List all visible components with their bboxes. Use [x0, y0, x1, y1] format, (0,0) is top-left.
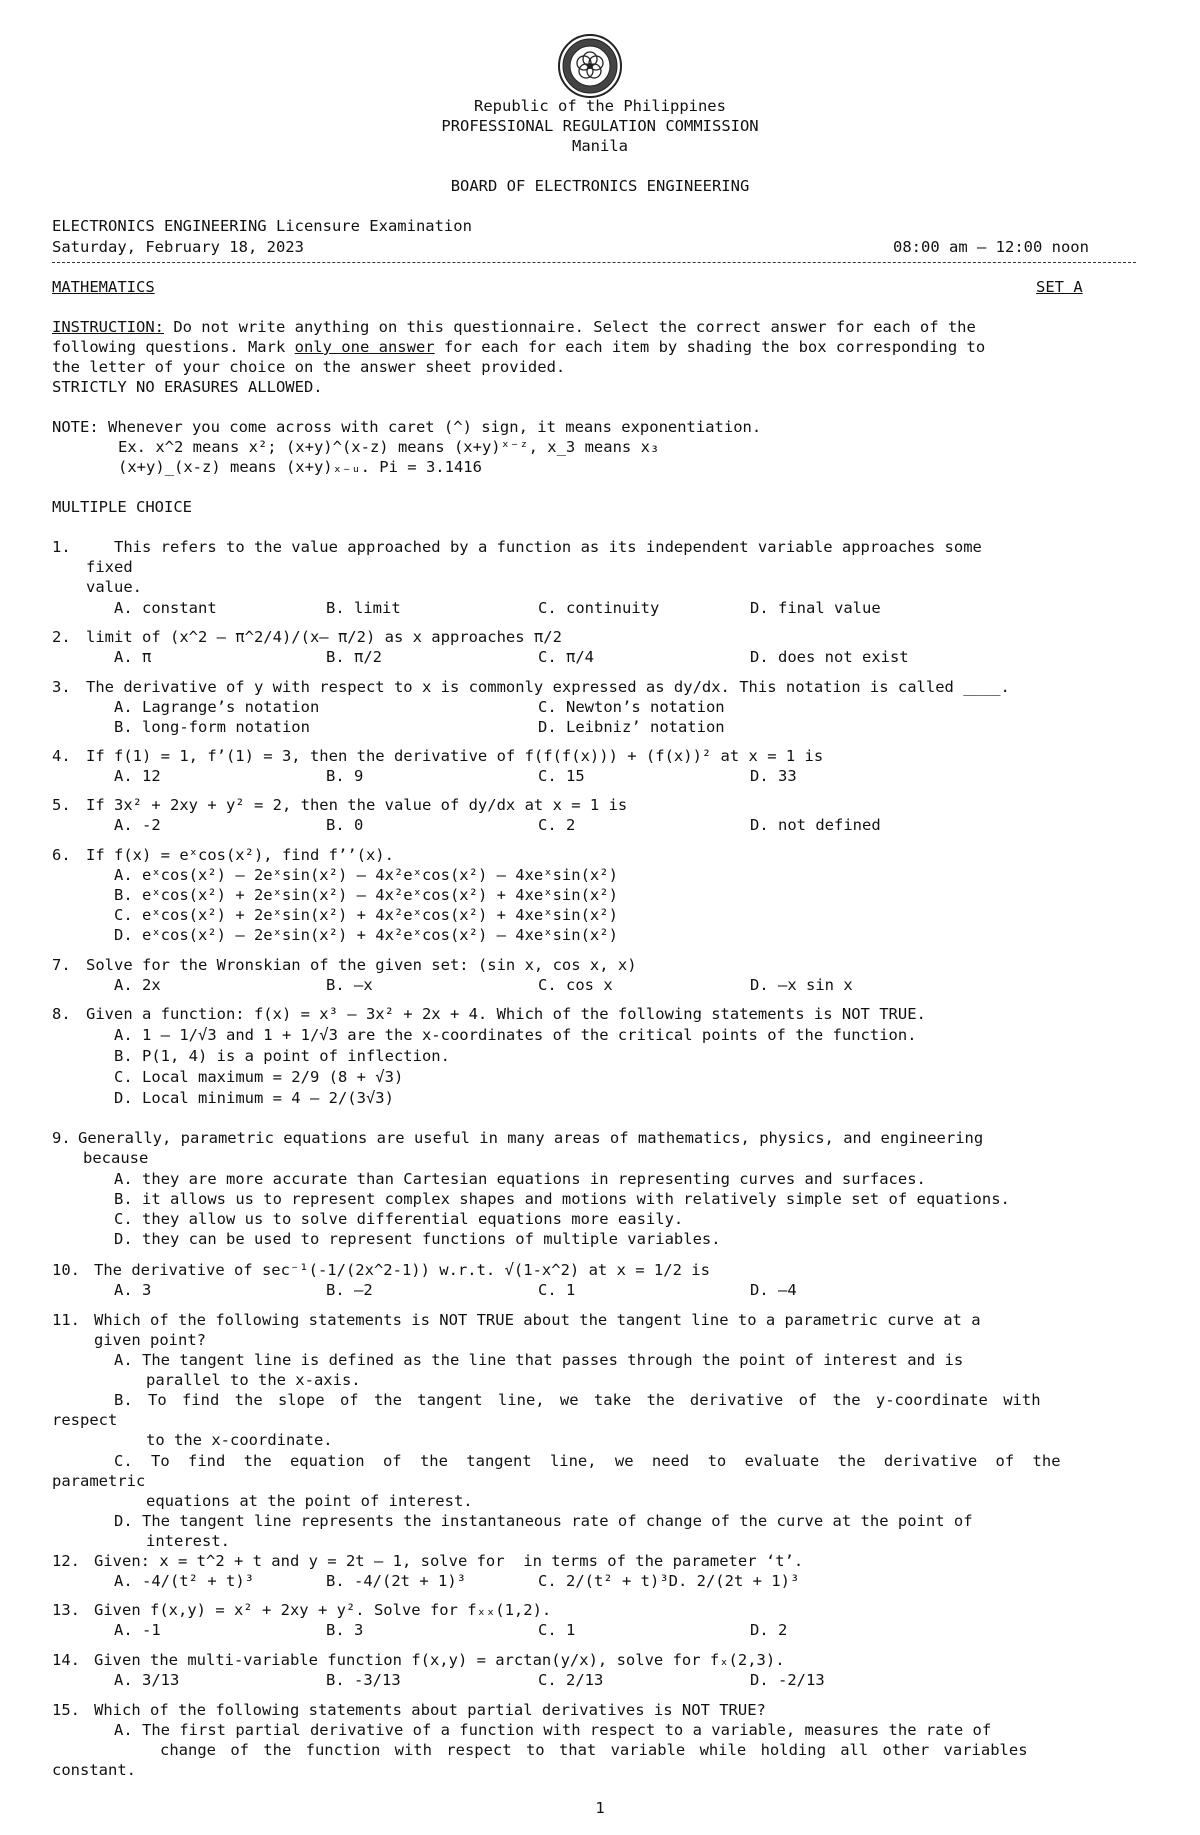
question-number: 10.	[52, 1261, 80, 1279]
q7-option-d: D. –x sin x	[750, 976, 853, 994]
question-7-text: Solve for the Wronskian of the given set: (sin x, cos x, x)	[86, 956, 637, 974]
q3-option-a: A. Lagrange’s notation	[114, 698, 320, 716]
section-title: MULTIPLE CHOICE	[52, 498, 192, 516]
q12-option-b: B. -4/(2t + 1)³	[326, 1572, 466, 1590]
question-10-text: The derivative of sec⁻¹(-1/(2x^2-1)) w.r.t. √(1-x^2) at x = 1/2 is	[94, 1261, 710, 1279]
q8-option-c: C. Local maximum = 2/9 (8 + √3)	[114, 1068, 404, 1086]
q10-option-d: D. –4	[750, 1281, 797, 1299]
question-14-text: Given the multi-variable function f(x,y) = arctan(y/x), solve for fₓ(2,3).	[94, 1651, 785, 1669]
q11-option-c-wrap: parametric	[52, 1472, 146, 1490]
q3-option-b: B. long-form notation	[114, 718, 310, 736]
header-city: Manila	[572, 137, 628, 155]
question-number: 8.	[52, 1005, 71, 1023]
question-number: 13.	[52, 1601, 80, 1619]
q9-option-a: A. they are more accurate than Cartesian equations in representing curves and surfaces.	[114, 1170, 926, 1188]
question-number: 2.	[52, 628, 71, 646]
header-commission: PROFESSIONAL REGULATION COMMISSION	[441, 117, 759, 135]
q3-option-c: C. Newton’s notation	[538, 698, 725, 716]
instruction-line-3: the letter of your choice on the answer sheet provided.	[52, 358, 566, 376]
q10-option-a: A. 3	[114, 1281, 152, 1299]
set-label: SET A	[1036, 278, 1083, 296]
q11-option-d-cont: interest.	[146, 1532, 230, 1550]
instruction-text-2b: for each for each item by shading the box corresponding to	[434, 338, 986, 356]
q11-option-c-cont: equations at the point of interest.	[146, 1492, 473, 1510]
q2-option-d: D. does not exist	[750, 648, 909, 666]
question-number: 11.	[52, 1311, 80, 1329]
q4-option-d: D. 33	[750, 767, 797, 785]
q12-option-c-d: C. 2/(t² + t)³D. 2/(2t + 1)³	[538, 1572, 800, 1590]
q11-option-a-cont: parallel to the x-axis.	[146, 1371, 361, 1389]
q14-option-c: C. 2/13	[538, 1671, 604, 1689]
q4-option-b: B. 9	[326, 767, 364, 785]
q14-option-a: A. 3/13	[114, 1671, 180, 1689]
q13-option-d: D. 2	[750, 1621, 788, 1639]
question-number: 12.	[52, 1552, 80, 1570]
question-number: 6.	[52, 846, 71, 864]
q11-option-c: C. To find the equation of the tangent line, we need to evaluate the derivative of the	[114, 1452, 1061, 1470]
q12-option-a: A. -4/(t² + t)³	[114, 1572, 254, 1590]
q5-option-a: A. -2	[114, 816, 161, 834]
q11-option-b-wrap: respect	[52, 1411, 118, 1429]
page-number: 1	[595, 1799, 605, 1817]
q2-option-c: C. π/4	[538, 648, 594, 666]
q5-option-c: C. 2	[538, 816, 576, 834]
question-number: 9.	[52, 1129, 71, 1147]
q4-option-a: A. 12	[114, 767, 161, 785]
question-number: 15.	[52, 1701, 80, 1719]
question-1-text-cont: fixed	[86, 558, 133, 576]
q14-option-b: B. -3/13	[326, 1671, 401, 1689]
q11-option-a: A. The tangent line is defined as the line that passes through the point of interest and is	[114, 1351, 964, 1369]
instruction-line-4: STRICTLY NO ERASURES ALLOWED.	[52, 378, 323, 396]
question-6-text: If f(x) = eˣcos(x²), find f’’(x).	[86, 846, 394, 864]
q2-option-a: A. π	[114, 648, 152, 666]
q13-option-a: A. -1	[114, 1621, 161, 1639]
question-number: 3.	[52, 678, 71, 696]
q6-option-a: A. eˣcos(x²) – 2eˣsin(x²) – 4x²eˣcos(x²) – 4xeˣsin(x²)	[114, 866, 618, 884]
question-3-text: The derivative of y with respect to x is commonly expressed as dy/dx. This notation is called ____.	[86, 678, 1010, 696]
note-line-2: Ex. x^2 means x²; (x+y)^(x-z) means (x+y)ˣ⁻ᶻ, x_3 means x₃	[118, 438, 660, 456]
q7-option-b: B. –x	[326, 976, 373, 994]
question-4-text: If f(1) = 1, f’(1) = 3, then the derivative of f(f(f(x))) + (f(x))² at x = 1 is	[86, 747, 824, 765]
header-board: BOARD OF ELECTRONICS ENGINEERING	[450, 177, 750, 195]
exam-date: Saturday, February 18, 2023	[52, 238, 304, 256]
prc-seal-logo	[558, 34, 622, 98]
q15-option-a: A. The first partial derivative of a function with respect to a variable, measures the rate of	[114, 1721, 992, 1739]
q1-option-c: C. continuity	[538, 599, 660, 617]
q1-option-a: A. constant	[114, 599, 217, 617]
q6-option-d: D. eˣcos(x²) – 2eˣsin(x²) + 4x²eˣcos(x²) – 4xeˣsin(x²)	[114, 926, 618, 944]
instruction-label: INSTRUCTION:	[52, 318, 164, 336]
q15-option-a-cont2: constant.	[52, 1761, 136, 1779]
instruction-line-1	[52, 318, 976, 336]
question-9-text: Generally, parametric equations are useful in many areas of mathematics, physics, and engineering	[78, 1129, 984, 1147]
q13-option-c: C. 1	[538, 1621, 576, 1639]
question-number: 7.	[52, 956, 71, 974]
question-13-text: Given f(x,y) = x² + 2xy + y². Solve for fₓₓ(1,2).	[94, 1601, 552, 1619]
q15-option-a-cont: change of the function with respect to that variable while holding all other variables	[160, 1741, 1028, 1759]
instruction-text-1: Do not write anything on this questionnaire. Select the correct answer for each of the	[163, 318, 976, 336]
question-number: 14.	[52, 1651, 80, 1669]
question-number: 5.	[52, 796, 71, 814]
header-republic: Republic of the Philippines	[474, 97, 726, 115]
q11-option-d: D. The tangent line represents the instantaneous rate of change of the curve at the point of	[114, 1512, 973, 1530]
q8-option-d: D. Local minimum = 4 – 2/(3√3)	[114, 1089, 394, 1107]
q13-option-b: B. 3	[326, 1621, 364, 1639]
q10-option-c: C. 1	[538, 1281, 576, 1299]
question-11-text: Which of the following statements is NOT TRUE about the tangent line to a parametric curve at a	[94, 1311, 981, 1329]
q4-option-c: C. 15	[538, 767, 585, 785]
q14-option-d: D. -2/13	[750, 1671, 825, 1689]
question-number: 4.	[52, 747, 71, 765]
question-5-text: If 3x² + 2xy + y² = 2, then the value of dy/dx at x = 1 is	[86, 796, 628, 814]
question-9-text-cont: because	[83, 1149, 149, 1167]
question-15-text: Which of the following statements about partial derivatives is NOT TRUE?	[94, 1701, 766, 1719]
q2-option-b: B. π/2	[326, 648, 382, 666]
q8-option-a: A. 1 – 1/√3 and 1 + 1/√3 are the x-coordinates of the critical points of the function.	[114, 1026, 917, 1044]
subject-title: MATHEMATICS	[52, 278, 155, 296]
q5-option-d: D. not defined	[750, 816, 881, 834]
instruction-emphasis: only one answer	[294, 338, 435, 356]
q7-option-a: A. 2x	[114, 976, 161, 994]
instruction-line-2	[52, 338, 985, 356]
q8-option-b: B. P(1, 4) is a point of inflection.	[114, 1047, 450, 1065]
question-8-text: Given a function: f(x) = x³ – 3x² + 2x + 4. Which of the following statements is NOT TRUE.	[86, 1005, 926, 1023]
q9-option-b: B. it allows us to represent complex shapes and motions with relatively simple set of equations.	[114, 1190, 1010, 1208]
question-11-text-cont: given point?	[94, 1331, 206, 1349]
header-divider	[52, 262, 1136, 263]
question-1-text-cont2: value.	[86, 578, 142, 596]
q9-option-c: C. they allow us to solve differential equations more easily.	[114, 1210, 684, 1228]
question-2-text: limit of (x^2 – π^2/4)/(x– π/2) as x approaches π/2	[86, 628, 562, 646]
instruction-text-2a: following questions. Mark	[52, 338, 295, 356]
q6-option-c: C. eˣcos(x²) + 2eˣsin(x²) + 4x²eˣcos(x²) + 4xeˣsin(x²)	[114, 906, 618, 924]
q11-option-b: B. To find the slope of the tangent line, we take the derivative of the y-coordinate with	[114, 1391, 1041, 1409]
note-line-1: NOTE: Whenever you come across with caret (^) sign, it means exponentiation.	[52, 418, 762, 436]
q3-option-d: D. Leibniz’ notation	[538, 718, 725, 736]
question-1-text: This refers to the value approached by a function as its independent variable approaches some	[114, 538, 982, 556]
question-12-text: Given: x = t^2 + t and y = 2t – 1, solve for in terms of the parameter ‘t’.	[94, 1552, 804, 1570]
q5-option-b: B. 0	[326, 816, 364, 834]
q6-option-b: B. eˣcos(x²) + 2eˣsin(x²) – 4x²eˣcos(x²) + 4xeˣsin(x²)	[114, 886, 618, 904]
note-line-3: (x+y)_(x-z) means (x+y)ₓ₋ᵤ. Pi = 3.1416	[118, 458, 482, 476]
exam-time: 08:00 am – 12:00 noon	[893, 238, 1089, 256]
q7-option-c: C. cos x	[538, 976, 613, 994]
q9-option-d: D. they can be used to represent functions of multiple variables.	[114, 1230, 721, 1248]
q11-option-b-cont: to the x-coordinate.	[146, 1431, 333, 1449]
exam-title: ELECTRONICS ENGINEERING Licensure Examination	[52, 217, 472, 235]
question-number: 1.	[52, 538, 71, 556]
q10-option-b: B. –2	[326, 1281, 373, 1299]
q1-option-b: B. limit	[326, 599, 401, 617]
q1-option-d: D. final value	[750, 599, 881, 617]
